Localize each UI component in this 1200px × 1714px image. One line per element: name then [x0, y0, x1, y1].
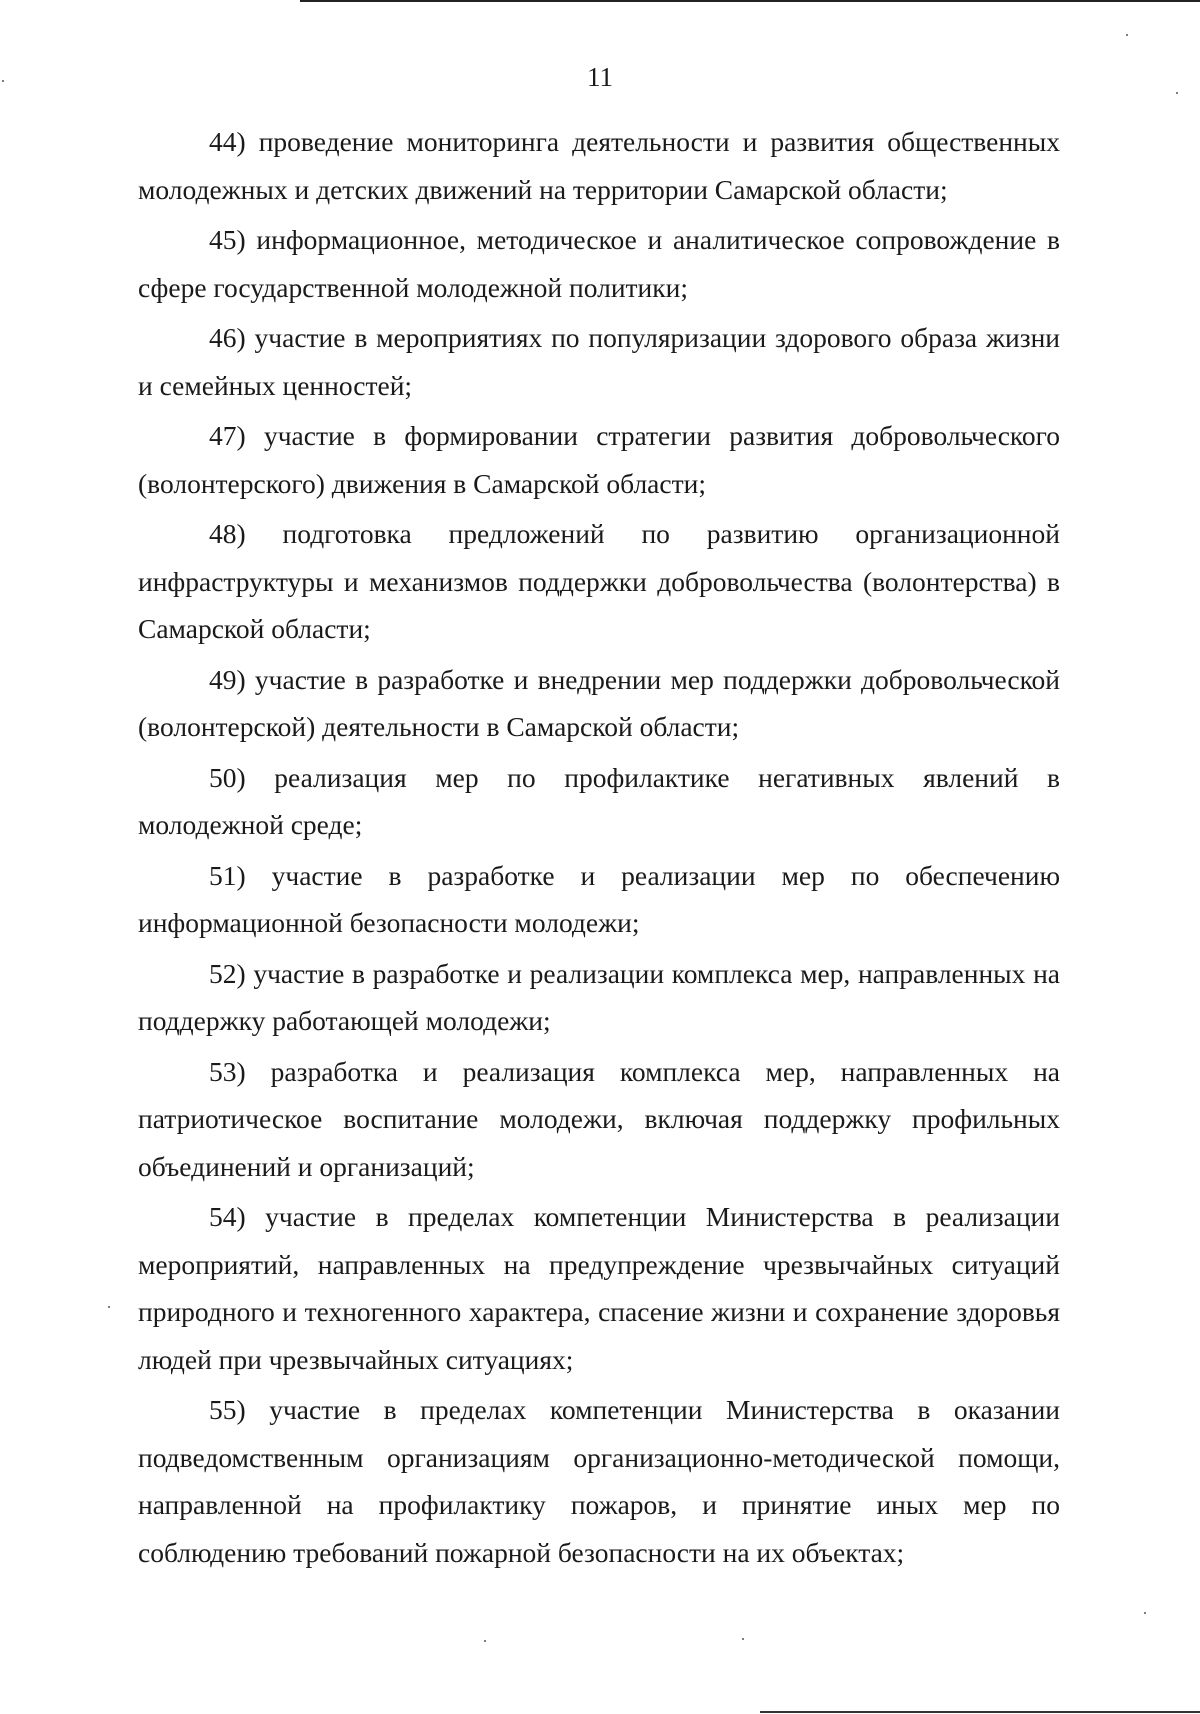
scan-speck: [1144, 1612, 1146, 1614]
item-number: 52): [209, 957, 246, 989]
item-number: 44): [209, 126, 246, 157]
scan-edge-line: [300, 0, 1200, 2]
item-number: 50): [209, 761, 246, 793]
item-text: участие в мероприятиях по популяризации здорового образа жизни и семейных ценностей;: [138, 322, 1060, 401]
item-text: проведение мониторинга деятельности и развития общественных молодежных и детских движений на территории Самарской области;: [138, 126, 1060, 205]
list-item: [138, 118, 1060, 213]
item-text: участие в пределах компетенции Министерства в оказании подведомственным организациям организационно-методической помощи, направленной на профилактику пожаров, и принятие иных мер по соблюдению требований пожарной безопасности на их объектах;: [138, 1394, 1060, 1568]
item-number: 55): [209, 1394, 246, 1425]
item-number: 54): [209, 1201, 246, 1232]
page-number: 11: [587, 62, 613, 92]
scan-speck: [484, 1640, 486, 1642]
item-number: 49): [209, 663, 246, 695]
item-number: 51): [209, 859, 246, 891]
list-item: [138, 314, 1060, 409]
document-body: [138, 118, 1060, 1579]
item-text: информационное, методическое и аналитическое сопровождение в сфере государственной молодежной политики;: [138, 224, 1061, 303]
item-text: участие в разработке и внедрении мер поддержки добровольческой (волонтерской) деятельности в Самарской области;: [138, 663, 1060, 742]
list-item: [138, 656, 1060, 751]
item-text: реализация мер по профилактике негативных явлений в молодежной среде;: [138, 761, 1061, 840]
item-text: разработка и реализация комплекса мер, направленных на патриотическое воспитание молодежи, включая поддержку профильных объединений и организаций;: [138, 1055, 1061, 1182]
item-number: 46): [209, 322, 246, 353]
scan-speck: [108, 1306, 110, 1308]
list-item: [138, 852, 1060, 947]
list-item: [138, 216, 1060, 311]
scan-edge-line: [760, 1711, 1200, 1713]
item-number: 48): [209, 518, 246, 549]
item-number: 47): [209, 420, 246, 451]
list-item: [138, 412, 1060, 507]
list-item: [138, 1386, 1060, 1576]
list-item: [138, 510, 1060, 653]
item-text: участие в формировании стратегии развития добровольческого (волонтерского) движения в Самарской области;: [138, 420, 1060, 499]
item-number: 53): [209, 1055, 246, 1087]
list-item: [138, 950, 1060, 1045]
item-number: 45): [209, 224, 246, 255]
scan-speck: [742, 1638, 744, 1640]
scan-speck: [1126, 34, 1128, 36]
list-item: [138, 754, 1060, 849]
list-item: [138, 1048, 1060, 1191]
item-text: участие в разработке и реализации мер по обеспечению информационной безопасности молодежи;: [138, 859, 1061, 938]
item-text: участие в пределах компетенции Министерства в реализации мероприятий, направленных на предупреждение чрезвычайных ситуаций природного и техногенного характера, спасение жизни и сохранение здоровья людей при чрезвычайных ситуациях;: [138, 1201, 1060, 1375]
list-item: [138, 1193, 1060, 1383]
item-text: участие в разработке и реализации комплекса мер, направленных на поддержку работающей молодежи;: [138, 957, 1060, 1036]
item-text: подготовка предложений по развитию организационной инфраструктуры и механизмов поддержки добровольчества (волонтерства) в Самарской области;: [138, 518, 1060, 644]
